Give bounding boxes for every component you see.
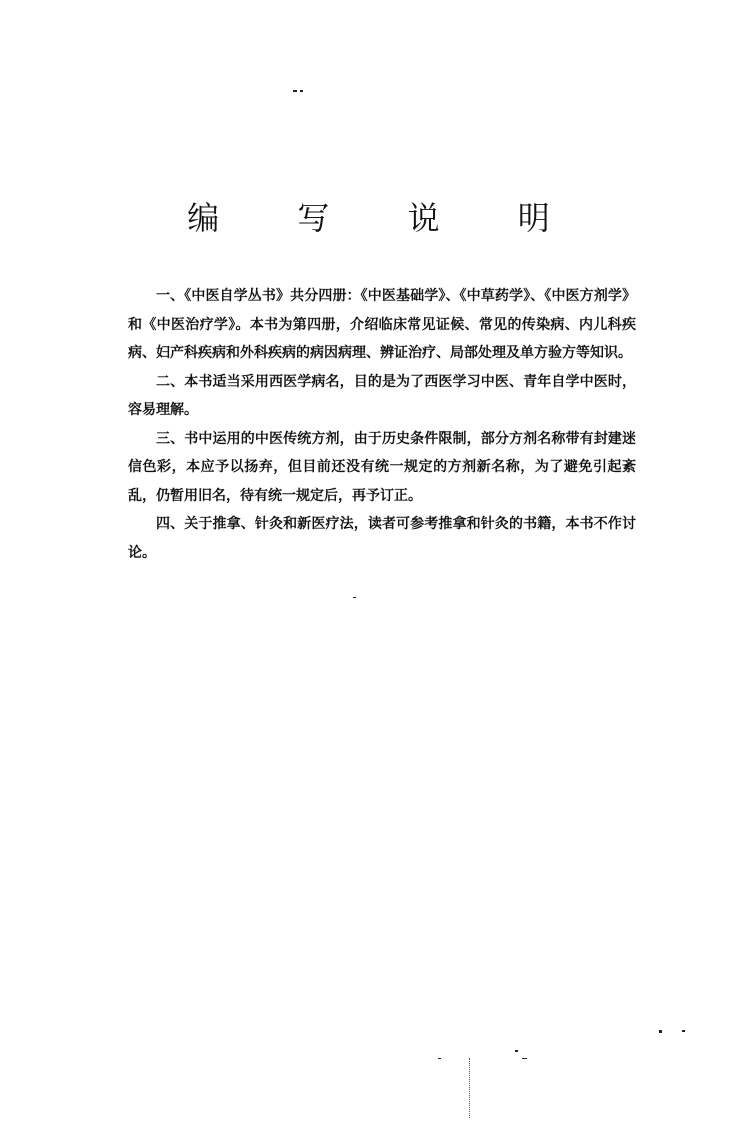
body-text [128,282,636,567]
paragraph-3: 三、书中运用的中医传统方剂，由于历史条件限制，部分方剂名称带有封建迷信色彩，本应予以扬弃，但目前还没有统一规定的方剂新名称，为了避免引起紊乱，仍暂用旧名，待有统一规定后，再予订正。 [128,430,636,504]
scan-speck [515,1050,518,1052]
paragraph-4: 四、关于推拿、针灸和新医疗法，读者可参考推拿和针灸的书籍，本书不作讨论。 [128,516,636,561]
scan-speck [300,90,303,92]
scan-speck [659,1030,662,1033]
scan-speck [522,1058,527,1059]
paragraph-2: 二、本书适当采用西医学病名，目的是为了西医学习中医、青年自学中医时，容易理解。 [128,373,636,418]
scan-speck [353,597,356,598]
page-title: 编 写 说 明 [187,199,584,237]
scan-speck [293,90,297,92]
scan-speck [438,1058,441,1059]
paragraph-1: 一、《中医自学丛书》共分四册：《中医基础学》、《中草药学》、《中医方剂学》和《中医治疗学》。本书为第四册，介绍临床常见证候、常见的传染病、内儿科疾病、妇产科疾病和外科疾病的病因病理、辨证治疗、局部处理及单方验方等知识。 [128,288,636,361]
scan-dotted-line [469,1058,471,1118]
scan-speck [682,1030,685,1032]
